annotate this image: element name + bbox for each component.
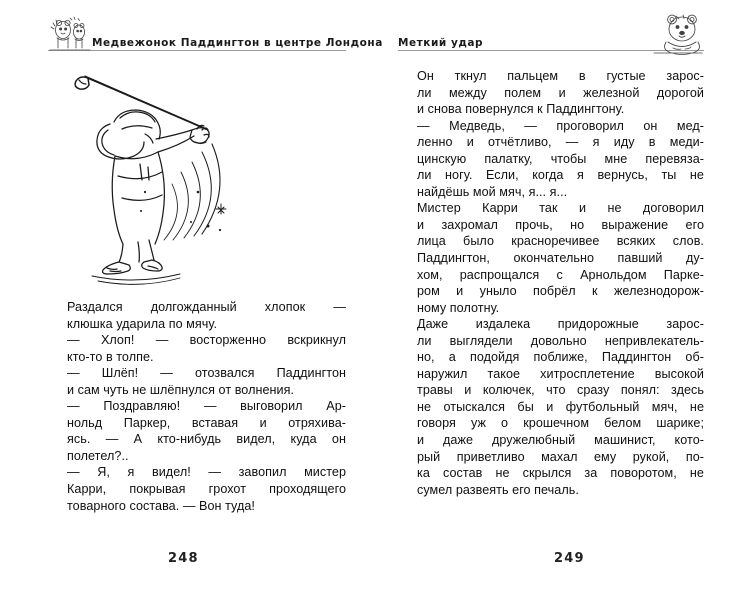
paragraph: [48, 332, 346, 365]
page-number-left: 248: [168, 551, 199, 566]
text-line: товарного состава. — Вон туда!: [67, 498, 255, 513]
text-line: — Я, я видел! — завопил мистер: [67, 465, 346, 480]
text-line: ли ногу. Если, когда я вернусь, ты не: [417, 168, 704, 183]
left-page-body: [48, 299, 346, 514]
text-line: и сам чуть не шлёпнулся от волнения.: [67, 382, 295, 397]
paragraph: [48, 365, 346, 398]
text-line: ли выглядели довольно непривлекатель-: [417, 333, 704, 348]
text-line: и даже дружелюбный машинист, кото-: [417, 433, 704, 448]
text-line: ленно и отчётливо, — я иду в меди-: [417, 135, 704, 150]
text-line: — Поздравляю! — выговорил Ар-: [67, 399, 346, 414]
paragraph: [48, 398, 346, 464]
text-line: полетел?..: [67, 448, 129, 463]
running-head-left-title: Медвежонок Паддингтон в центре Лондона: [92, 36, 383, 49]
text-line: цинскую палатку, чтобы мне перевяза-: [417, 151, 704, 166]
paragraph: [398, 68, 704, 118]
text-line: лица было красноречивее всяких слов.: [417, 234, 704, 249]
paragraph: [48, 299, 346, 332]
text-line: сумел развеять его печаль.: [417, 482, 579, 497]
text-line: травы и колючек, что сразу понял: здесь: [417, 383, 704, 398]
running-head-right-title: Меткий удар: [398, 36, 484, 49]
text-line: нольд Паркер, вставая и отряхива-: [67, 415, 346, 430]
running-head-left-inner: [48, 36, 383, 63]
paragraph: [398, 316, 704, 498]
text-line: кто-то в толпе.: [67, 349, 154, 364]
text-line: наружил такое хитросплетение высокой: [417, 366, 704, 381]
text-line: ка состав не скрылся за поворотом, не: [417, 466, 704, 481]
text-line: ясь. — А кто-нибудь видел, куда он: [67, 432, 346, 447]
right-page: [372, 0, 744, 590]
text-line: и захромал прочь, но выражение его: [417, 217, 704, 232]
text-line: найдёшь мой мяч, я... я...: [417, 184, 568, 199]
text-line: ному полотну.: [417, 300, 500, 315]
text-line: ром и уныло побрёл к железнодорож-: [417, 284, 704, 299]
paragraph: [48, 464, 346, 514]
text-line: хом, распрощался с Арнольдом Парке-: [417, 267, 704, 282]
paddington-golf-swing-illustration: [48, 72, 346, 287]
text-line: клюшка ударила по мячу.: [67, 316, 218, 331]
paragraph: [398, 118, 704, 201]
text-line: Раздался долгожданный хлопок —: [67, 300, 346, 314]
text-line: — Хлоп! — восторженно вскрикнул: [67, 333, 346, 348]
text-line: — Шлёп! — отозвался Паддингтон: [67, 366, 346, 381]
text-line: и снова повернулся к Паддингтону.: [417, 102, 625, 117]
running-head-left: [48, 0, 383, 62]
text-line: говоря уж о крошечном белом шарике;: [417, 416, 704, 431]
text-line: ли между полем и железной дорогой: [417, 85, 704, 100]
page-number-right: 249: [554, 551, 585, 566]
text-line: рый приветливо махал ему рукой, по-: [417, 449, 704, 464]
text-line: но, а подойдя поближе, Паддингтон об-: [417, 350, 704, 365]
text-line: Мистер Карри так и не договорил: [417, 201, 704, 216]
right-page-body: [398, 68, 704, 498]
running-head-right: [398, 0, 704, 62]
text-line: Паддингтон, окончательно павший ду-: [417, 251, 704, 266]
text-line: — Медведь, — проговорил он мед-: [417, 118, 704, 133]
paragraph: [398, 200, 704, 316]
text-line: Он ткнул пальцем в густые зарос-: [417, 69, 704, 83]
text-line: Карри, покрывая грохот проходящего: [67, 482, 346, 497]
text-line: Даже издалека придорожные зарос-: [417, 317, 704, 332]
bear-head-vignette-icon: [652, 12, 704, 56]
text-line: не отыскался бы и футбольный мяч, не: [417, 399, 704, 414]
